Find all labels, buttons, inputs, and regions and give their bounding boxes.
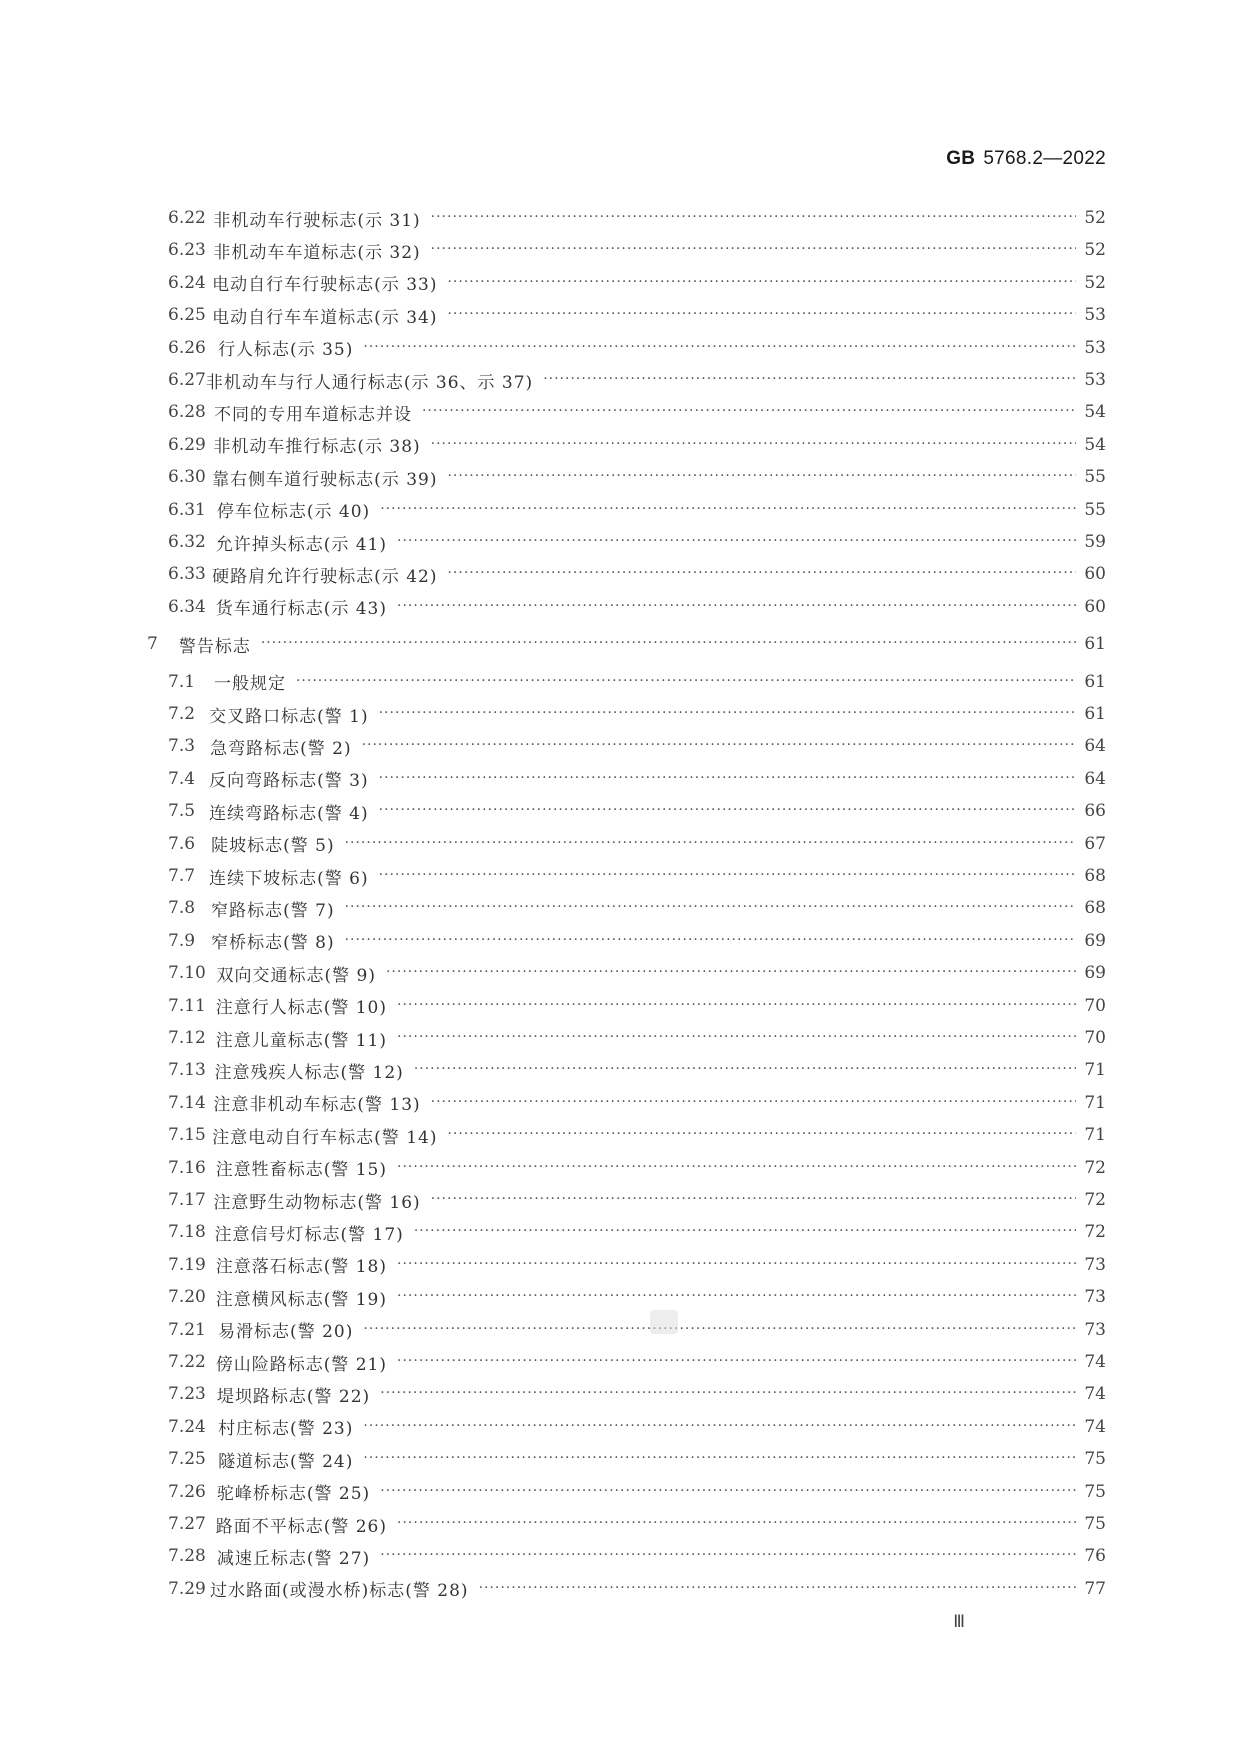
toc-entry[interactable] (168, 1443, 1106, 1475)
toc-dot-leader (379, 802, 1077, 818)
toc-entry-title: 注意横风标志(警 19) (215, 1289, 388, 1310)
toc-entry-number: 6.34 (168, 596, 206, 617)
toc-chapter-entry[interactable] (147, 628, 1106, 660)
toc-entry-title: 窄路标志(警 7) (211, 900, 335, 921)
toc-entry-title: 窄桥标志(警 8) (211, 933, 335, 954)
toc-entry-number: 7.20 (168, 1287, 206, 1308)
toc-entry[interactable] (168, 1346, 1106, 1378)
toc-entry-number: 7.10 (168, 963, 206, 984)
toc-entry-number: 6.25 (168, 305, 206, 326)
toc-entry[interactable] (168, 494, 1106, 526)
toc-entry-title: 非机动车车道标志(示 32) (213, 242, 421, 263)
toc-entry[interactable] (168, 730, 1106, 762)
toc-dot-leader (431, 1094, 1077, 1110)
toc-entry[interactable] (168, 558, 1106, 590)
toc-entry[interactable] (168, 1216, 1106, 1248)
toc-entry-title: 注意非机动车标志(警 13) (213, 1095, 421, 1116)
standard-number: 5768.2—2022 (983, 148, 1106, 169)
toc-entry-page: 59 (1084, 532, 1106, 552)
toc-entry[interactable] (168, 666, 1106, 698)
toc-entry-title: 非机动车与行人通行标志(示 36、示 37) (205, 372, 534, 393)
toc-entry-page: 66 (1084, 801, 1106, 822)
toc-entry[interactable] (168, 396, 1106, 428)
toc-dot-leader (380, 1385, 1076, 1401)
toc-entry-title: 交叉路口标志(警 1) (209, 706, 369, 727)
toc-entry-title: 减速丘标志(警 27) (216, 1548, 371, 1569)
toc-entry-number: 6.32 (168, 532, 206, 552)
toc-entry-title: 注意儿童标志(警 11) (215, 1030, 388, 1051)
toc-dot-leader (397, 1353, 1076, 1369)
toc-entry[interactable] (168, 1184, 1106, 1216)
toc-entry-page: 54 (1084, 402, 1106, 423)
toc-entry-page: 61 (1084, 704, 1106, 724)
toc-entry-page: 52 (1084, 208, 1106, 228)
toc-entry-number: 7.21 (168, 1319, 206, 1340)
toc-dot-leader (431, 209, 1077, 225)
toc-entry-page: 73 (1084, 1319, 1106, 1340)
toc-entry-title: 易滑标志(警 20) (218, 1322, 354, 1343)
toc-entry-title: 村庄标志(警 23) (218, 1419, 354, 1440)
toc-dot-leader (414, 1061, 1077, 1077)
toc-entry-page: 75 (1084, 1481, 1106, 1502)
toc-entry[interactable] (168, 795, 1106, 827)
toc-entry[interactable] (168, 1119, 1106, 1151)
toc-entry-number: 6.23 (168, 240, 206, 261)
toc-entry-page: 75 (1084, 1514, 1106, 1534)
toc-entry-page: 67 (1084, 833, 1106, 854)
toc-dot-leader (447, 1126, 1076, 1142)
toc-entry-title: 注意信号灯标志(警 17) (214, 1224, 404, 1245)
toc-entry-number: 7.26 (168, 1481, 206, 1502)
toc-entry-title: 硬路肩允许行驶标志(示 42) (212, 566, 438, 587)
toc-dot-leader (362, 737, 1077, 753)
toc-entry-title: 注意残疾人标志(警 12) (214, 1062, 404, 1083)
toc-entry-number: 6.26 (168, 337, 206, 358)
toc-entry-page: 72 (1084, 1190, 1106, 1210)
toc-dot-leader (379, 705, 1077, 721)
toc-dot-leader (397, 997, 1076, 1013)
toc-entry-number: 7.15 (168, 1125, 206, 1146)
toc-entry-number: 7.16 (168, 1157, 206, 1178)
toc-entry-page: 61 (1084, 634, 1106, 655)
toc-dot-leader (380, 1547, 1076, 1563)
toc-entry-page: 76 (1084, 1546, 1106, 1567)
toc-entry-number: 7.9 (168, 930, 196, 951)
toc-entry-number: 7.6 (168, 833, 196, 854)
toc-dot-leader (379, 770, 1077, 786)
toc-dot-leader (379, 867, 1077, 883)
toc-entry-page: 71 (1084, 1125, 1106, 1146)
toc-entry-page: 70 (1084, 1028, 1106, 1048)
toc-entry-page: 60 (1084, 596, 1106, 617)
toc-entry-title: 连续弯路标志(警 4) (209, 803, 369, 824)
toc-entry-title: 堤坝路标志(警 22) (216, 1386, 371, 1407)
toc-entry-number: 7.2 (168, 704, 196, 724)
toc-entry[interactable] (168, 763, 1106, 795)
toc-dot-leader (431, 1191, 1077, 1207)
toc-entry[interactable] (168, 364, 1106, 396)
toc-dot-leader (397, 1288, 1076, 1304)
toc-entry-title: 允许掉头标志(示 41) (215, 534, 388, 555)
toc-entry-title: 傍山险路标志(警 21) (215, 1354, 388, 1375)
toc-entry-title: 货车通行标志(示 43) (215, 599, 388, 620)
toc-entry-page: 74 (1084, 1352, 1106, 1372)
toc-entry[interactable] (168, 526, 1106, 558)
toc-entry-page: 68 (1084, 898, 1106, 919)
document-code (946, 148, 1106, 170)
toc-entry-number: 7.4 (168, 768, 196, 789)
toc-entry-number: 7 (147, 634, 158, 655)
toc-dot-leader (345, 835, 1077, 851)
toc-entry-number: 7.5 (168, 801, 196, 822)
toc-entry-number: 7.1 (168, 671, 196, 692)
toc-entry[interactable] (168, 234, 1106, 266)
toc-entry-number: 6.27 (168, 370, 206, 390)
toc-entry-number: 7.12 (168, 1028, 206, 1048)
toc-entry-number: 6.33 (168, 564, 206, 585)
toc-dot-leader (397, 1515, 1076, 1531)
toc-entry[interactable] (168, 1281, 1106, 1313)
toc-entry[interactable] (168, 332, 1106, 364)
toc-dot-leader (380, 501, 1076, 517)
toc-dot-leader (397, 533, 1076, 549)
toc-entry-title: 行人标志(示 35) (218, 340, 354, 361)
toc-entry-page: 52 (1084, 272, 1106, 293)
toc-entry-number: 6.30 (168, 467, 206, 488)
toc-dot-leader (422, 403, 1076, 419)
toc-entry-title: 过水路面(或漫水桥)标志(警 28) (209, 1581, 469, 1602)
toc-entry[interactable] (168, 957, 1106, 989)
toc-entry-title: 连续下坡标志(警 6) (209, 868, 369, 889)
toc-entry[interactable] (168, 990, 1106, 1022)
toc-entry-number: 6.22 (168, 208, 206, 228)
toc-entry-page: 52 (1084, 240, 1106, 261)
toc-entry-title: 靠右侧车道行驶标志(示 39) (212, 469, 438, 490)
toc-entry-page: 71 (1084, 1092, 1106, 1113)
toc-entry[interactable] (168, 1476, 1106, 1508)
toc-entry-title: 注意电动自行车标志(警 14) (212, 1127, 438, 1148)
toc-dot-leader (414, 1223, 1077, 1239)
toc-entry[interactable] (168, 1152, 1106, 1184)
toc-entry-page: 77 (1084, 1578, 1106, 1599)
toc-entry-page: 55 (1084, 499, 1106, 520)
toc-entry-page: 60 (1084, 564, 1106, 585)
toc-entry-page: 70 (1084, 995, 1106, 1016)
toc-entry-title: 停车位标志(示 40) (216, 502, 371, 523)
toc-entry-title: 电动自行车行驶标志(示 33) (212, 275, 438, 296)
toc-entry-number: 7.19 (168, 1254, 206, 1275)
toc-entry[interactable] (168, 1573, 1106, 1605)
toc-entry-number: 7.8 (168, 898, 196, 919)
toc-entry[interactable] (168, 461, 1106, 493)
toc-entry-page: 74 (1084, 1416, 1106, 1437)
toc-entry-page: 71 (1084, 1060, 1106, 1081)
toc-entry[interactable] (168, 892, 1106, 924)
toc-entry[interactable] (168, 1087, 1106, 1119)
toc-entry-number: 7.7 (168, 866, 196, 886)
toc-entry-page: 74 (1084, 1384, 1106, 1405)
toc-entry-title: 驼峰桥标志(警 25) (216, 1484, 371, 1505)
toc-dot-leader (296, 673, 1076, 689)
toc-entry[interactable] (168, 860, 1106, 892)
toc-dot-leader (380, 1483, 1076, 1499)
toc-entry-title: 双向交通标志(警 9) (216, 965, 376, 986)
toc-entry[interactable] (168, 202, 1106, 234)
watermark-mark (650, 1310, 678, 1334)
toc-entry-number: 7.27 (168, 1514, 206, 1534)
toc-dot-leader (447, 274, 1076, 290)
toc-entry-number: 7.24 (168, 1416, 206, 1437)
toc-entry-title: 注意牲畜标志(警 15) (215, 1160, 388, 1181)
toc-entry-title: 不同的专用车道标志并设 (213, 404, 412, 425)
toc-entry-page: 64 (1084, 768, 1106, 789)
toc-entry-title: 注意落石标志(警 18) (215, 1257, 388, 1278)
toc-entry-number: 6.28 (168, 402, 206, 423)
toc-entry-page: 64 (1084, 736, 1106, 757)
toc-entry-title: 一般规定 (213, 674, 286, 695)
toc-entry[interactable] (168, 429, 1106, 461)
toc-entry-number: 7.13 (168, 1060, 206, 1081)
toc-entry-title: 非机动车推行标志(示 38) (213, 437, 421, 458)
toc-entry-title: 电动自行车车道标志(示 34) (212, 307, 438, 328)
toc-entry-page: 72 (1084, 1157, 1106, 1178)
toc-dot-leader (397, 1029, 1076, 1045)
page-number: Ⅲ (953, 1612, 965, 1631)
toc-dot-leader (447, 306, 1076, 322)
toc-entry-page: 54 (1084, 434, 1106, 455)
toc-entry-number: 7.17 (168, 1190, 206, 1210)
toc-entry-page: 53 (1084, 337, 1106, 358)
toc-entry[interactable] (168, 1411, 1106, 1443)
toc-entry-page: 72 (1084, 1222, 1106, 1243)
toc-entry-page: 69 (1084, 963, 1106, 984)
toc-entry-title: 警告标志 (178, 636, 251, 657)
toc-entry-number: 7.29 (168, 1578, 206, 1599)
toc-entry-title: 急弯路标志(警 2) (210, 738, 352, 759)
toc-entry-page: 73 (1084, 1254, 1106, 1275)
toc-entry-page: 61 (1084, 671, 1106, 692)
toc-entry[interactable] (168, 299, 1106, 331)
toc-entry-page: 75 (1084, 1449, 1106, 1470)
toc-entry-page: 69 (1084, 930, 1106, 951)
toc-dot-leader (386, 964, 1076, 980)
toc-entry[interactable] (168, 698, 1106, 730)
toc-entry-title: 陡坡标志(警 5) (211, 836, 335, 857)
toc-entry-page: 68 (1084, 866, 1106, 886)
toc-dot-leader (345, 899, 1077, 915)
toc-entry-title: 非机动车行驶标志(示 31) (213, 210, 421, 231)
toc-entry[interactable] (168, 1249, 1106, 1281)
toc-dot-leader (479, 1580, 1077, 1596)
toc-dot-leader (345, 932, 1077, 948)
toc-dot-leader (447, 565, 1076, 581)
toc-dot-leader (397, 598, 1076, 614)
toc-entry-number: 6.24 (168, 272, 206, 293)
toc-dot-leader (363, 1418, 1076, 1434)
toc-entry[interactable] (168, 925, 1106, 957)
toc-entry-number: 7.22 (168, 1352, 206, 1372)
standard-prefix: GB (946, 148, 976, 169)
toc-entry-number: 7.11 (168, 995, 206, 1016)
toc-entry-page: 55 (1084, 467, 1106, 488)
toc-entry[interactable] (168, 1054, 1106, 1086)
toc-entry-title: 注意野生动物标志(警 16) (213, 1192, 421, 1213)
toc-entry[interactable] (168, 1314, 1106, 1346)
toc-entry[interactable] (168, 267, 1106, 299)
toc-entry-number: 7.18 (168, 1222, 206, 1243)
toc-dot-leader (397, 1159, 1076, 1175)
toc-entry-title: 隧道标志(警 24) (218, 1451, 354, 1472)
toc-entry[interactable] (168, 1540, 1106, 1572)
toc-dot-leader (363, 339, 1076, 355)
toc-entry-number: 7.3 (168, 736, 196, 757)
toc-dot-leader (397, 1256, 1076, 1272)
toc-entry-number: 7.28 (168, 1546, 206, 1567)
toc-entry-number: 7.25 (168, 1449, 206, 1470)
toc-dot-leader (431, 241, 1077, 257)
toc-dot-leader (447, 468, 1076, 484)
toc-entry[interactable] (168, 591, 1106, 623)
toc-entry[interactable] (168, 1022, 1106, 1054)
toc-dot-leader (363, 1321, 1076, 1337)
toc-entry-title: 路面不平标志(警 26) (215, 1516, 388, 1537)
toc-dot-leader (363, 1450, 1076, 1466)
toc-dot-leader (431, 436, 1077, 452)
toc-entry[interactable] (168, 1508, 1106, 1540)
toc-entry[interactable] (168, 1378, 1106, 1410)
toc-entry-number: 6.31 (168, 499, 206, 520)
toc-entry-title: 注意行人标志(警 10) (215, 998, 388, 1019)
toc-entry-page: 53 (1084, 370, 1106, 390)
toc-dot-leader (261, 635, 1076, 651)
toc-entry-page: 53 (1084, 305, 1106, 326)
toc-entry-number: 7.14 (168, 1092, 206, 1113)
toc-dot-leader (543, 371, 1076, 387)
toc-entry-page: 73 (1084, 1287, 1106, 1308)
toc-entry-number: 6.29 (168, 434, 206, 455)
toc-entry[interactable] (168, 828, 1106, 860)
toc-entry-title: 反向弯路标志(警 3) (209, 771, 369, 792)
toc-entry-number: 7.23 (168, 1384, 206, 1405)
